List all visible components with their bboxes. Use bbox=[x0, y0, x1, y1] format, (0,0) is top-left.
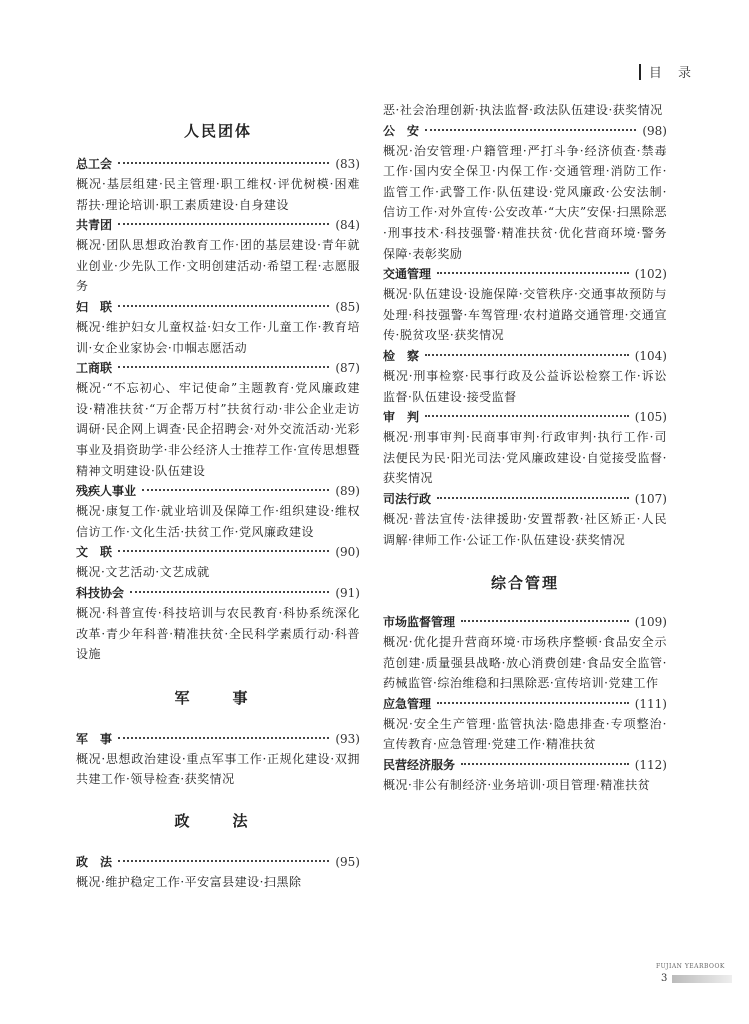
entry-name: 应急管理 bbox=[383, 696, 432, 711]
entry-name: 总工会 bbox=[76, 157, 113, 171]
entry-topics: 概况·队伍建设·设施保障·交管秩序·交通事故预防与处理·科技强警·车驾管理·农村道路交通管理·交通宣传·脱贫攻坚·获奖情况 bbox=[383, 287, 667, 343]
toc-entry[interactable] bbox=[76, 358, 360, 481]
entry-name: 审 判 bbox=[383, 410, 420, 425]
toc-entry[interactable] bbox=[383, 755, 667, 796]
entry-page: (98) bbox=[642, 123, 667, 138]
dot-leader bbox=[118, 305, 329, 307]
section-title-general-management: 综合管理 bbox=[490, 574, 559, 593]
entry-name: 妇 联 bbox=[76, 299, 113, 314]
toc-entry[interactable] bbox=[76, 852, 360, 893]
dot-leader bbox=[130, 591, 329, 593]
section-title-military: 军 事 bbox=[174, 688, 262, 707]
toc-entry[interactable] bbox=[76, 154, 360, 215]
entry-name: 文 联 bbox=[76, 545, 113, 560]
entry-topics: 概况·刑事审判·民商事审判·行政审判·执行工作·司法便民为民·阳光司法·党风廉政建设·自觉接受监督·获奖情况 bbox=[383, 430, 667, 486]
entry-page: (84) bbox=[335, 218, 360, 233]
dot-leader bbox=[118, 860, 329, 862]
entry-name: 交通管理 bbox=[383, 267, 432, 282]
entry-page: (109) bbox=[634, 615, 667, 630]
running-header bbox=[639, 62, 697, 81]
entry-topics: 概况·普法宣传·法律援助·安置帮教·社区矫正·人民调解·律师工作·公证工作·队伍建设·获奖情况 bbox=[383, 511, 667, 547]
toc-entry[interactable] bbox=[76, 729, 360, 790]
entry-page: (83) bbox=[335, 157, 360, 171]
dot-leader bbox=[461, 763, 629, 765]
continued-topics: 恶·社会治理创新·执法监督·政法队伍建设·获奖情况 bbox=[383, 103, 663, 117]
entry-page: (104) bbox=[634, 348, 667, 363]
dot-leader bbox=[118, 737, 329, 739]
dot-leader bbox=[425, 129, 636, 131]
section-title-people-groups: 人民团体 bbox=[183, 122, 252, 140]
section-title-politics-law: 政 法 bbox=[174, 811, 262, 830]
entry-name: 政 法 bbox=[76, 854, 113, 869]
page-decoration-bar bbox=[672, 975, 732, 983]
toc-entry[interactable] bbox=[383, 612, 667, 694]
toc-entry[interactable] bbox=[383, 264, 667, 346]
toc-entry[interactable] bbox=[76, 297, 360, 358]
dot-leader bbox=[118, 550, 329, 552]
toc-entry[interactable] bbox=[383, 407, 667, 489]
entry-topics: 概况·基层组建·民主管理·职工维权·评优树模·困难帮扶·理论培训·职工素质建设·自身建设 bbox=[76, 177, 360, 212]
entry-page: (91) bbox=[335, 585, 360, 600]
left-column bbox=[76, 100, 360, 892]
toc-entry[interactable] bbox=[383, 694, 667, 755]
entry-topics: 概况·优化提升营商环境·市场秩序整顿·食品安全示范创建·质量强县战略·放心消费创建·食品安全监管·药械监管·综治维稳和扫黑除恶·宣传培训·党建工作 bbox=[383, 635, 667, 691]
dot-leader bbox=[142, 489, 329, 491]
entry-page: (85) bbox=[335, 299, 360, 314]
entry-name: 市场监督管理 bbox=[383, 615, 456, 630]
entry-page: (89) bbox=[335, 484, 360, 499]
toc-entry[interactable] bbox=[76, 215, 360, 297]
entry-topics: 概况·安全生产管理·监管执法·隐患排查·专项整治·宣传教育·应急管理·党建工作·精准扶贫 bbox=[383, 716, 667, 752]
entry-page: (105) bbox=[634, 410, 667, 425]
entry-page: (90) bbox=[335, 545, 360, 560]
toc-entry[interactable] bbox=[76, 583, 360, 665]
entry-topics: 概况·刑事检察·民事行政及公益诉讼检察工作·诉讼监督·队伍建设·接受监督 bbox=[383, 368, 667, 404]
entry-topics: 概况·维护妇女儿童权益·妇女工作·儿童工作·教育培训·女企业家协会·巾帼志愿活动 bbox=[76, 319, 360, 355]
entry-page: (102) bbox=[634, 267, 667, 282]
entry-name: 公 安 bbox=[383, 123, 420, 138]
entry-page: (95) bbox=[335, 854, 360, 869]
entry-topics: 概况·思想政治建设·重点军事工作·正规化建设·双拥共建工作·领导检查·获奖情况 bbox=[76, 751, 360, 787]
journal-name: FUJIAN YEARBOOK bbox=[656, 963, 725, 970]
toc-entry[interactable] bbox=[76, 542, 360, 583]
entry-name: 残疾人事业 bbox=[76, 484, 137, 499]
header-divider bbox=[639, 64, 641, 80]
entry-page: (87) bbox=[335, 361, 360, 376]
entry-name: 科技协会 bbox=[76, 585, 125, 600]
dot-leader bbox=[461, 620, 629, 622]
entry-topics: 概况·团队思想政治教育工作·团的基层建设·青年就业创业·少先队工作·文明创建活动·希望工程·志愿服务 bbox=[76, 238, 360, 294]
entry-topics: 概况·维护稳定工作·平安富县建设·扫黑除 bbox=[76, 874, 302, 889]
toc-entry[interactable] bbox=[383, 121, 667, 265]
entry-name: 共青团 bbox=[76, 218, 113, 233]
toc-entry[interactable] bbox=[383, 346, 667, 407]
dot-leader bbox=[437, 272, 629, 274]
dot-leader bbox=[425, 415, 629, 417]
dot-leader bbox=[118, 162, 329, 164]
entry-name: 检 察 bbox=[383, 348, 420, 363]
toc-entry[interactable] bbox=[383, 489, 667, 550]
dot-leader bbox=[118, 223, 329, 225]
entry-page: (93) bbox=[335, 731, 360, 746]
right-column bbox=[383, 100, 667, 796]
entry-name: 军 事 bbox=[76, 731, 113, 746]
entry-topics: 概况·康复工作·就业培训及保障工作·组织建设·维权信访工作·文化生活·扶贫工作·党风廉政建设 bbox=[76, 504, 360, 539]
dot-leader bbox=[425, 354, 629, 356]
entry-topics: 概况·治安管理·户籍管理·严打斗争·经济侦查·禁毒工作·国内安全保卫·内保工作·交通管理·消防工作·监管工作·武警工作·队伍建设·党风廉政·公安法制·信访工作·对外宣传·公安改革·“大庆”安保·扫黑除恶·刑事技术·科技强警·精准扶贫·优化营商环境·警务保障·表彰奖励 bbox=[383, 143, 667, 261]
dot-leader bbox=[437, 497, 629, 499]
entry-page: (112) bbox=[634, 758, 667, 773]
entry-page: (111) bbox=[634, 696, 667, 711]
page-number: 3 bbox=[661, 973, 668, 984]
toc-entry[interactable] bbox=[76, 481, 360, 542]
entry-page: (107) bbox=[634, 491, 667, 506]
entry-topics: 概况·文艺活动·文艺成就 bbox=[76, 565, 210, 580]
entry-name: 工商联 bbox=[76, 361, 113, 376]
entry-topics: 概况·非公有制经济·业务培训·项目管理·精准扶贫 bbox=[383, 778, 651, 793]
entry-name: 民营经济服务 bbox=[383, 758, 456, 773]
entry-topics: 概况·科普宣传·科技培训与农民教育·科协系统深化改革·青少年科普·精准扶贫·全民科学素质行动·科普设施 bbox=[76, 605, 360, 662]
header-title: 目 录 bbox=[648, 66, 697, 81]
entry-name: 司法行政 bbox=[383, 491, 432, 506]
entry-topics: 概况·“不忘初心、牢记使命”主题教育·党风廉政建设·精准扶贫·“万企帮万村”扶贫行动·非公企业走访调研·民企网上调查·民企招聘会·对外交流活动·光彩事业及捐资助学·非公经济人士推荐工作·宣传思想暨精神文明建设·队伍建设 bbox=[76, 381, 360, 478]
dot-leader bbox=[118, 366, 329, 368]
dot-leader bbox=[437, 702, 629, 704]
